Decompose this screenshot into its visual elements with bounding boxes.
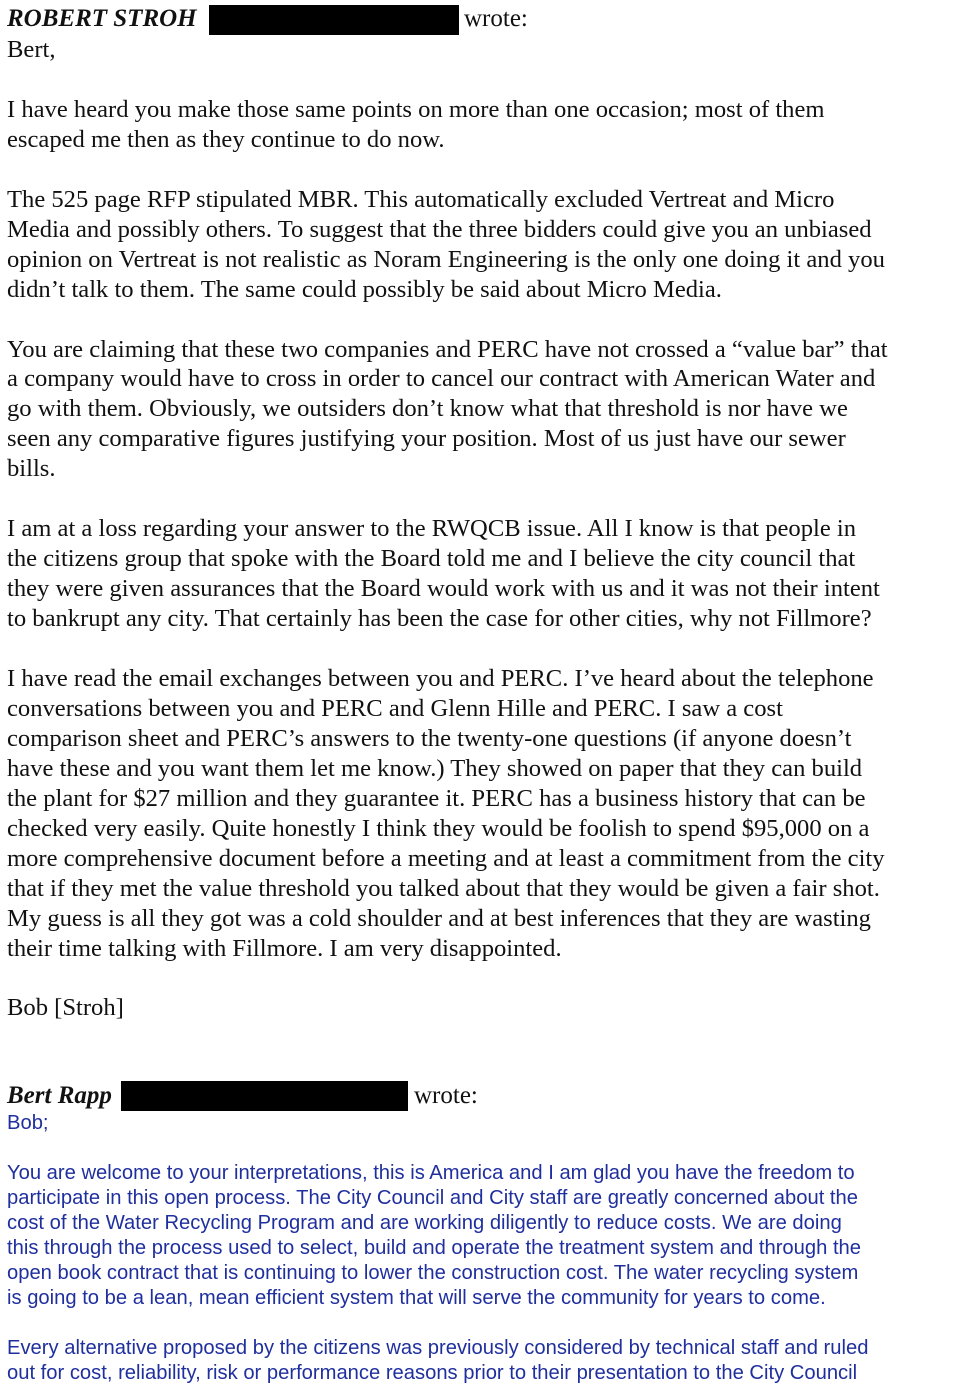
email1-line: have these and you want them let me know.) They showed on paper that they can build: [7, 754, 863, 782]
email1-line: didn’t talk to them. The same could possibly be said about Micro Media.: [7, 275, 722, 303]
email2-line: Every alternative proposed by the citizens was previously considered by technical staff and ruled: [7, 1337, 869, 1359]
email1-line: Bert,: [7, 36, 56, 63]
email2-line: cost of the Water Recycling Program and are working diligently to reduce costs. We are doing: [7, 1212, 842, 1234]
email2-redacted-address: [121, 1081, 408, 1111]
email1-redacted-address: [209, 5, 459, 35]
email1-line: You are claiming that these two companies and PERC have not crossed a “value bar” that: [7, 335, 888, 363]
email2-line: out for cost, reliability, risk or performance reasons prior to their presentation to the City Council: [7, 1362, 858, 1384]
email1-line: bills.: [7, 455, 56, 483]
email1-line: the plant for $27 million and they guarantee it. PERC has a business history that can be: [7, 784, 866, 812]
email1-line: to bankrupt any city. That certainly has been the case for other cities, why not Fillmore?: [7, 605, 872, 633]
email1-line: seen any comparative figures justifying your position. Most of us just have our sewer: [7, 425, 846, 453]
email1-wrote-label: wrote:: [464, 5, 528, 32]
email1-line: Bob [Stroh]: [7, 994, 124, 1022]
email1-line: more comprehensive document before a meeting and at least a commitment from the city: [7, 844, 885, 872]
email2-header: [7, 1081, 112, 1111]
email2-greeting: Bob;: [7, 1112, 49, 1134]
email1-line: conversations between you and PERC and Glenn Hille and PERC. I saw a cost: [7, 694, 783, 722]
email1-line: I have read the email exchanges between you and PERC. I’ve heard about the telephone: [7, 664, 874, 692]
email1-line: go with them. Obviously, we outsiders don’t know what that threshold is nor have we: [7, 395, 848, 423]
email1-line: their time talking with Fillmore. I am very disappointed.: [7, 934, 562, 962]
email1-line: escaped me then as they continue to do now.: [7, 125, 445, 153]
email1-line: they were given assurances that the Board would work with us and it was not their intent: [7, 575, 880, 603]
email2-sender: Bert Rapp: [7, 1082, 112, 1109]
email2-line: You are welcome to your interpretations, this is America and I am glad you have the freedom to: [7, 1162, 855, 1184]
email1-line: My guess is all they got was a cold shoulder and at best inferences that they are wasting: [7, 904, 871, 932]
email2-line: this through the process used to select, build and operate the treatment system and through the: [7, 1237, 862, 1259]
email2-wrote-label: wrote:: [414, 1082, 478, 1109]
email1-line: a company would have to cross in order to cancel our contract with American Water and: [7, 365, 876, 393]
email1-line: the citizens group that spoke with the Board told me and I believe the city council that: [7, 545, 856, 573]
email1-line: checked very easily. Quite honestly I think they would be foolish to spend $95,000 on a: [7, 814, 870, 842]
email1-line: I am at a loss regarding your answer to the RWQCB issue. All I know is that people in: [7, 515, 857, 543]
email2-line: is going to be a lean, mean efficient system that will serve the community for years to come.: [7, 1287, 826, 1309]
email1-line: The 525 page RFP stipulated MBR. This automatically excluded Vertreat and Micro: [7, 185, 835, 213]
email1-line: opinion on Vertreat is not realistic as Noram Engineering is the only one doing it and you: [7, 245, 885, 273]
email1-line: that if they met the value threshold you talked about that they would be given a fair shot.: [7, 874, 880, 902]
email1-line: Media and possibly others. To suggest that the three bidders could give you an unbiased: [7, 215, 872, 243]
email1-line: I have heard you make those same points on more than one occasion; most of them: [7, 95, 825, 123]
email1-line: comparison sheet and PERC’s answers to the twenty-one questions (if anyone doesn’t: [7, 724, 852, 752]
email2-line: participate in this open process. The City Council and City staff are greatly concerned about the: [7, 1187, 858, 1209]
email2-line: open book contract that is continuing to lower the construction cost. The water recycling system: [7, 1262, 859, 1284]
email1-sender: ROBERT STROH: [7, 5, 197, 32]
email1-header: [7, 4, 197, 34]
